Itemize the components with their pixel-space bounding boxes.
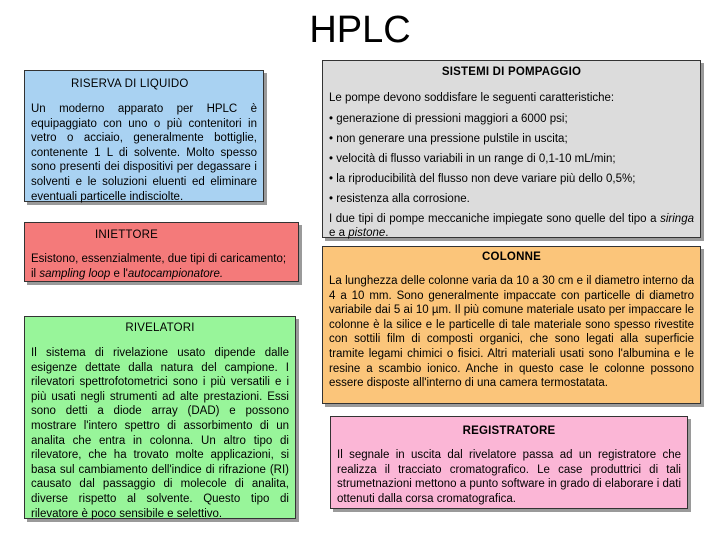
pompaggio-bullet: • velocità di flusso variabili in un range di 0,1-10 mL/min; [329,152,616,165]
riserva-text: Un moderno apparato per HPLC è equipaggiato con uno o più contenitori in vetro o acciaio, generalmente bottiglie, contenente 1 L di solvente. Molto spesso sono presenti dei dispositivi per degassare i solventi e le soluzioni eluenti ed eliminare eventuali particelle indisciolte. [31,103,257,203]
pompaggio-outro-part2: e a [329,227,349,240]
iniettore-text-sampling-loop: sampling loop [39,267,111,280]
registratore-text: Il segnale in uscita dal rivelatore passa ad un registratore che realizza il tracciato cromatografico. Le case produttrici di tali strumetnazioni mettono a punto software in grado di elaborare i dati ottenuti dalla corsa cromatografica. [337,449,681,505]
iniettore-box [24,222,299,282]
iniettore-text-part1: Esistono, essenzialmente, due tipi di caricamento; il [31,253,287,280]
pompaggio-bullet: • la riproducibilità del flusso non deve variare più dello 0,5%; [329,172,636,185]
riserva-di-liquido-box [24,70,264,202]
registratore-box [330,416,688,509]
pompaggio-outro [329,212,694,241]
sistemi-di-pompaggio-box [322,60,701,238]
pompaggio-bullet: • resistenza alla corrosione. [329,192,470,205]
rivelatori-heading: RIVELATORI [125,322,195,334]
iniettore-text [31,252,292,281]
pompaggio-heading: SISTEMI DI POMPAGGIO [441,66,582,78]
rivelatori-text: Il sistema di rivelazione usato dipende dalle esigenze dettate dalla natura del campione. I rilevatori spettrofotometrici sono i più versatili e i più usati negli strumenti ad alte prestazioni. Essi sono detti a diode array (DAD) e possono mostrare l'intero spettro di assorbimento di un analita che entra in colonna. Un altro tipo di rilevatore, che ha trovato molte applicazioni, si basa sul cambiamento dell'indice di rifrazione (RI) causato dal passaggio di molecole di analita, diverse rispetto al solvente. Questo tipo di rilevatore è poco sensibile e selettivo. [31,347,289,520]
iniettore-text-part2: e l' [110,267,128,280]
colonne-box [322,246,701,404]
iniettore-heading: INIETTORE [95,229,158,241]
pompaggio-intro: Le pompe devono soddisfare le seguenti caratteristiche: [329,92,615,104]
riserva-heading: RISERVA DI LIQUIDO [71,78,189,90]
slide-title: HPLC [309,9,411,51]
registratore-heading: REGISTRATORE [462,425,556,437]
rivelatori-box [24,316,296,519]
pompaggio-outro-pistone: pistone [348,227,386,240]
pompaggio-outro-siringa: siringa [660,212,694,225]
pompaggio-outro-part3: . [385,227,389,240]
pompaggio-bullet: • non generare una pressione pulstile in uscita; [329,132,568,145]
colonne-heading: COLONNE [482,251,541,263]
iniettore-text-autocampionatore: autocampionatore. [127,267,224,280]
pompaggio-bullet: • generazione di pressioni maggiori a 6000 psi; [329,112,568,125]
pompaggio-outro-part1: I due tipi di pompe meccaniche impiegate sono quelle del tipo a [329,212,661,225]
colonne-text: La lunghezza delle colonne varia da 10 a 30 cm e il diametro interno da 4 a 10 mm. Sono generalmente impaccate con particelle di diametro variabile dai 5 ai 10 µm. Il più comune materiale usato per impaccare le colonne è la silice e le particelle di tale materiale sono spesso rivestite con sottili film di composti organici, che sono legati alla superficie tramite legami chimici o fisici. Altri materiali usati sono l'albumina e le resine a scambio ionico. Anche in questo case le colonne possono essere disposte all'interno di una camera termostatata. [329,275,694,390]
